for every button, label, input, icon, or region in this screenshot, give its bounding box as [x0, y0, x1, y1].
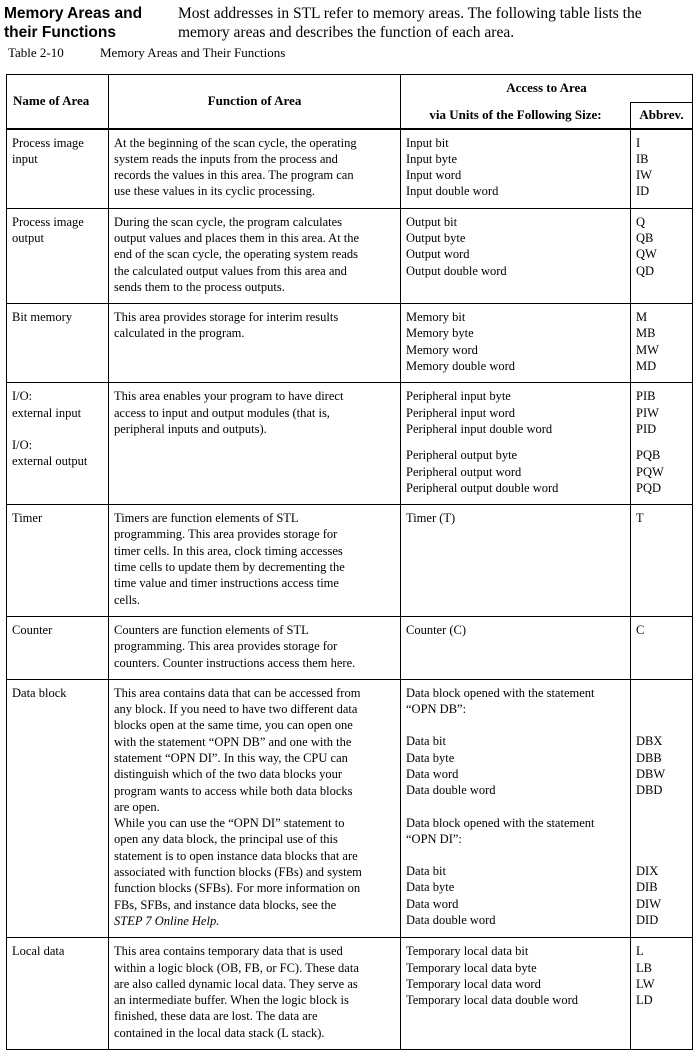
- spacer: [406, 799, 625, 815]
- col-header-access: Access to Area: [401, 75, 693, 103]
- area-name: [7, 304, 109, 383]
- access-abbrev: [631, 938, 693, 1050]
- spacer: [12, 421, 103, 437]
- area-name-line: input: [12, 151, 38, 166]
- table-row: [7, 383, 693, 505]
- table-row: [7, 304, 693, 383]
- abbrev-line: PIB: [636, 389, 656, 404]
- intro-text: [178, 4, 694, 42]
- function-line: Counters are function elements of STL: [114, 622, 309, 637]
- table-row: [7, 208, 693, 303]
- table-row: [7, 679, 693, 937]
- function-line: During the scan cycle, the program calculates: [114, 214, 343, 229]
- function-line: statement “OPN DI”. In this way, the CPU can: [114, 751, 348, 765]
- abbrev-line: PQD: [636, 480, 662, 495]
- abbrev-line: LW: [636, 976, 655, 991]
- function-line: programming. This area provides storage for: [114, 527, 338, 542]
- col-header-units: via Units of the Following Size:: [401, 103, 631, 129]
- spacer: [636, 437, 687, 447]
- unit-line: Data bit: [406, 734, 446, 749]
- unit-line: Peripheral input double word: [406, 421, 553, 436]
- unit-line: Peripheral output byte: [406, 448, 518, 463]
- access-abbrev: [631, 129, 693, 209]
- reference-link-text: STEP 7 Online Help.: [114, 913, 220, 928]
- function-line: distinguish which of the two data blocks your: [114, 767, 343, 782]
- access-abbrev: [631, 679, 693, 937]
- abbrev-line: QD: [636, 263, 655, 278]
- function-line: are open.: [114, 799, 160, 814]
- abbrev-line: PQB: [636, 448, 661, 463]
- area-function: [109, 304, 401, 383]
- abbrev-line: QW: [636, 247, 657, 262]
- table-row: [7, 938, 693, 1050]
- area-name: [7, 938, 109, 1050]
- unit-line: Output byte: [406, 230, 466, 245]
- spacer: [406, 437, 625, 447]
- unit-line: Timer (T): [406, 511, 456, 526]
- area-name: [7, 383, 109, 505]
- area-name-line: Data block: [12, 685, 67, 700]
- function-line: calculated in the program.: [114, 326, 245, 341]
- unit-line: Memory double word: [406, 359, 516, 374]
- table-row: [7, 616, 693, 679]
- access-abbrev: [631, 208, 693, 303]
- area-name: [7, 129, 109, 209]
- unit-line: Temporary local data double word: [406, 993, 578, 1008]
- abbrev-line: I: [636, 135, 641, 150]
- function-line: time value and timer instructions access time: [114, 576, 339, 591]
- access-abbrev: [631, 616, 693, 679]
- abbrev-line: MD: [636, 359, 657, 374]
- access-units: [401, 938, 631, 1050]
- memory-areas-table: [6, 74, 693, 1050]
- function-line: This area contains temporary data that is used: [114, 944, 343, 959]
- table-caption: [8, 45, 285, 61]
- abbrev-line: DIX: [636, 864, 659, 879]
- abbrev-line: DBD: [636, 783, 663, 798]
- abbrev-line: C: [636, 622, 645, 637]
- section-title: [4, 4, 172, 42]
- abbrev-line: MB: [636, 326, 656, 341]
- col-header-abbrev: Abbrev.: [631, 103, 693, 129]
- area-name: [7, 208, 109, 303]
- abbrev-line: PIW: [636, 405, 659, 420]
- access-units: [401, 505, 631, 617]
- function-line: system reads the inputs from the process and: [114, 151, 338, 166]
- unit-line: Memory word: [406, 342, 478, 357]
- unit-line: Peripheral output double word: [406, 480, 559, 495]
- access-units: [401, 129, 631, 209]
- function-line: program wants to access while both data blocks: [114, 783, 353, 798]
- abbrev-line: LD: [636, 993, 653, 1008]
- table-row: [7, 505, 693, 617]
- function-line: timer cells. In this area, clock timing accesses: [114, 543, 343, 558]
- table-row: [7, 129, 693, 209]
- unit-line: Output word: [406, 247, 470, 262]
- function-line: programming. This area provides storage for: [114, 639, 338, 654]
- function-line: contained in the local data stack (L stack).: [114, 1025, 325, 1040]
- area-name: [7, 679, 109, 937]
- abbrev-line: ID: [636, 184, 650, 199]
- access-units: [401, 616, 631, 679]
- function-line: This area provides storage for interim results: [114, 310, 339, 325]
- area-name-line: Local data: [12, 944, 65, 959]
- abbrev-line: MW: [636, 342, 659, 357]
- spacer: [636, 847, 687, 863]
- function-line: an intermediate buffer. When the logic block is: [114, 993, 349, 1008]
- abbrev-line: DIB: [636, 880, 658, 895]
- unit-line: Peripheral input byte: [406, 389, 511, 404]
- col-header-name: Name of Area: [7, 75, 109, 129]
- section-title-line: their Functions: [4, 24, 116, 41]
- function-line: use these values in its cyclic processing.: [114, 184, 315, 199]
- spacer: [636, 685, 687, 718]
- abbrev-line: DBW: [636, 767, 666, 781]
- unit-line: Data double word: [406, 783, 496, 798]
- abbrev-line: LB: [636, 960, 652, 975]
- function-line: While you can use the “OPN DI” statement to: [114, 816, 345, 831]
- area-function: [109, 383, 401, 505]
- function-line: associated with function blocks (FBs) and system: [114, 865, 362, 880]
- unit-line: Memory bit: [406, 310, 466, 325]
- unit-heading: “OPN DB”:: [406, 702, 467, 717]
- abbrev-line: IB: [636, 151, 649, 166]
- function-line: sends them to the process outputs.: [114, 279, 285, 294]
- function-line: with the statement “OPN DB” and one with the: [114, 734, 352, 749]
- spacer: [406, 847, 625, 863]
- unit-line: Temporary local data bit: [406, 944, 529, 959]
- abbrev-line: DID: [636, 913, 659, 928]
- function-line: function blocks (SFBs). For more information on: [114, 881, 361, 896]
- access-units: [401, 679, 631, 937]
- function-line: open any data block, the principal use of this: [114, 832, 338, 847]
- area-function: [109, 505, 401, 617]
- spacer: [636, 815, 687, 848]
- area-name-line: output: [12, 230, 44, 245]
- abbrev-line: T: [636, 511, 644, 526]
- function-line: This area enables your program to have direct: [114, 389, 344, 404]
- function-line: records the values in this area. The program can: [114, 168, 354, 183]
- abbrev-line: PID: [636, 421, 657, 436]
- area-name-line: Process image: [12, 214, 84, 229]
- area-function: [109, 208, 401, 303]
- function-line: blocks open at the same time, you can open one: [114, 718, 353, 733]
- intro-line: Most addresses in STL refer to memory areas. The following table lists the: [178, 5, 642, 22]
- abbrev-line: IW: [636, 168, 652, 183]
- section-title-line: Memory Areas and: [4, 5, 143, 22]
- area-name-line: I/O:: [12, 437, 33, 452]
- access-units: [401, 304, 631, 383]
- function-line: At the beginning of the scan cycle, the operating: [114, 135, 357, 150]
- area-function: [109, 679, 401, 937]
- unit-line: Peripheral output word: [406, 464, 522, 479]
- function-line: statement is to open instance data blocks that are: [114, 848, 358, 863]
- unit-heading: Data block opened with the statement: [406, 685, 595, 700]
- unit-line: Data byte: [406, 880, 455, 895]
- intro-line: memory areas and describes the function of each area.: [178, 24, 515, 41]
- function-line: This area contains data that can be accessed from: [114, 685, 361, 700]
- function-line: time cells to update them by decrementing the: [114, 560, 345, 575]
- unit-line: Temporary local data word: [406, 976, 541, 991]
- function-line: end of the scan cycle, the operating system reads: [114, 247, 359, 262]
- area-name-line: Process image: [12, 135, 84, 150]
- area-name: [7, 505, 109, 617]
- abbrev-line: M: [636, 310, 648, 325]
- abbrev-line: QB: [636, 230, 654, 245]
- access-abbrev: [631, 304, 693, 383]
- unit-line: Data word: [406, 767, 459, 781]
- abbrev-line: DIW: [636, 896, 661, 911]
- area-function: [109, 129, 401, 209]
- function-line: cells.: [114, 592, 141, 607]
- function-line: Timers are function elements of STL: [114, 511, 299, 526]
- spacer: [406, 717, 625, 733]
- area-name: [7, 616, 109, 679]
- function-line: within a logic block (OB, FB, or FC). These data: [114, 960, 359, 975]
- unit-line: Temporary local data byte: [406, 960, 537, 975]
- unit-line: Output double word: [406, 263, 507, 278]
- area-name-line: external input: [12, 405, 82, 420]
- unit-line: Input word: [406, 168, 462, 183]
- table-number: Table 2-10: [8, 45, 64, 60]
- access-abbrev: [631, 505, 693, 617]
- unit-line: Data byte: [406, 750, 455, 765]
- unit-line: Output bit: [406, 214, 458, 229]
- unit-line: Counter (C): [406, 622, 467, 637]
- unit-line: Data word: [406, 896, 459, 911]
- access-abbrev: [631, 383, 693, 505]
- abbrev-line: DBX: [636, 734, 663, 749]
- abbrev-line: PQW: [636, 464, 664, 479]
- function-line: are also called dynamic local data. They serve as: [114, 976, 358, 991]
- function-line: any block. If you need to have two different data: [114, 702, 358, 717]
- function-line: access to input and output modules (that is,: [114, 405, 330, 420]
- area-name-line: Bit memory: [12, 310, 73, 325]
- access-units: [401, 383, 631, 505]
- function-line: the calculated output values from this area and: [114, 263, 347, 278]
- area-function: [109, 938, 401, 1050]
- area-name-line: Timer: [12, 511, 43, 526]
- col-header-function: Function of Area: [109, 75, 401, 129]
- abbrev-line: L: [636, 944, 644, 959]
- area-name-line: I/O:: [12, 389, 33, 404]
- function-line: peripheral inputs and outputs).: [114, 421, 267, 436]
- unit-line: Data bit: [406, 864, 446, 879]
- access-units: [401, 208, 631, 303]
- unit-line: Input byte: [406, 151, 458, 166]
- unit-heading: “OPN DI”:: [406, 831, 462, 846]
- abbrev-line: Q: [636, 214, 646, 229]
- unit-line: Peripheral input word: [406, 405, 516, 420]
- area-name-line: external output: [12, 454, 88, 469]
- function-line: counters. Counter instructions access them here.: [114, 655, 356, 670]
- function-line: output values and places them in this area. At the: [114, 230, 360, 245]
- unit-line: Memory byte: [406, 326, 474, 341]
- spacer: [636, 799, 687, 815]
- area-function: [109, 616, 401, 679]
- spacer: [636, 717, 687, 733]
- unit-line: Data double word: [406, 913, 496, 928]
- table-title: Memory Areas and Their Functions: [100, 45, 286, 60]
- area-name-line: Counter: [12, 622, 53, 637]
- unit-heading: Data block opened with the statement: [406, 815, 595, 830]
- function-line: finished, these data are lost. The data are: [114, 1009, 318, 1024]
- function-line: FBs, SFBs, and instance data blocks, see the: [114, 897, 337, 912]
- unit-line: Input double word: [406, 184, 499, 199]
- unit-line: Input bit: [406, 135, 449, 150]
- abbrev-line: DBB: [636, 750, 662, 765]
